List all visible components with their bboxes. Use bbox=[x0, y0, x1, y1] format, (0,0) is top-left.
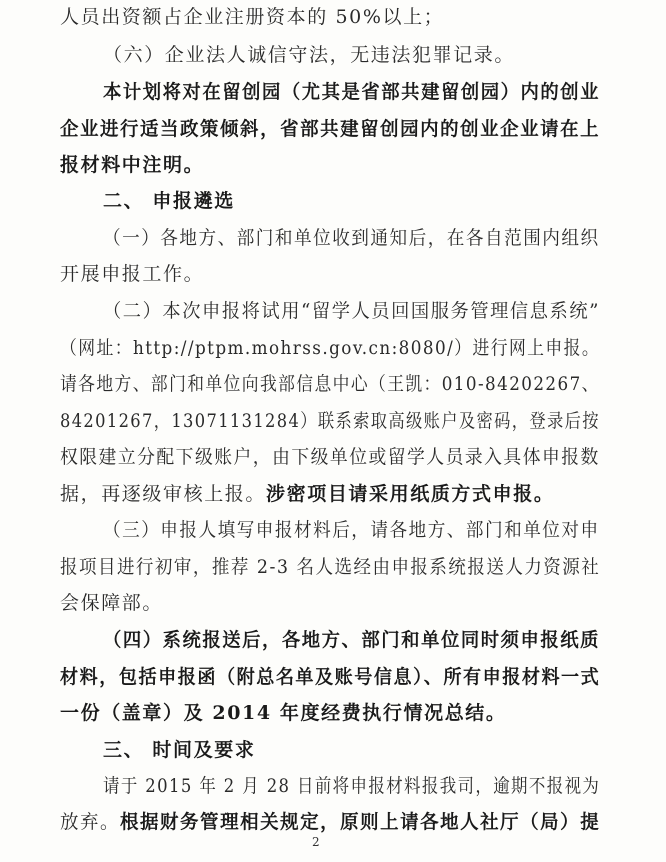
paragraph-line: 请各地方、部门和单位向我部信息中心（王凯：010-84202267、 bbox=[60, 373, 600, 395]
page-number: 2 bbox=[312, 835, 320, 849]
emphasis-text: 涉密项目请采用纸质方式申报。 bbox=[266, 483, 555, 505]
emphasis-text: 根据财务管理相关规定，原则上请各地人社厅（局）提 bbox=[120, 811, 601, 833]
paragraph-line: 企业进行适当政策倾斜，省部共建留创园内的创业企业请在上 bbox=[60, 118, 601, 140]
list-item-2: （二）本次申报将试用“留学人员回国服务管理信息系统” bbox=[103, 300, 601, 322]
paragraph-line: 一份（盖章）及 2014 年度经费执行情况总结。 bbox=[60, 702, 507, 724]
paragraph-line: （网址：http://ptpm.mohrss.gov.cn:8080/）进行网上申报。 bbox=[60, 337, 601, 359]
section-heading-2: 二、 申报遴选 bbox=[103, 190, 235, 212]
paragraph-line bbox=[60, 482, 554, 506]
paragraph-line bbox=[60, 810, 600, 834]
paragraph-line: 本计划将对在留创园（尤其是省部共建留创园）内的创业 bbox=[103, 81, 600, 103]
paragraph-line: 报材料中注明。 bbox=[60, 154, 205, 176]
paragraph-line: 报项目进行初审，推荐 2-3 名人选经由申报系统报送人力资源社 bbox=[60, 556, 601, 578]
line-text: 据，再逐级审核上报。 bbox=[60, 483, 267, 505]
paragraph-line: 会保障部。 bbox=[60, 592, 164, 614]
paragraph-line: 84201267，13071131284）联系索取高级账户及密码，登录后按 bbox=[60, 410, 600, 432]
paragraph-line: 材料，包括申报函（附总名单及账号信息）、所有申报材料一式 bbox=[60, 666, 601, 688]
paragraph-line: 权限建立分配下级账户，由下级单位或留学人员录入具体申报数 bbox=[60, 446, 600, 468]
list-item-6: （六）企业法人诚信守法，无违法犯罪记录。 bbox=[103, 44, 516, 66]
list-item-1: （一）各地方、部门和单位收到通知后，在各自范围内组织 bbox=[103, 227, 600, 249]
paragraph-line: 开展申报工作。 bbox=[60, 263, 205, 285]
list-item-3: （三）申报人填写申报材料后，请各地方、部门和单位对申 bbox=[103, 519, 600, 541]
paragraph-line: 人员出资额占企业注册资本的 50%以上； bbox=[60, 6, 445, 28]
section-heading-3: 三、 时间及要求 bbox=[103, 739, 256, 761]
list-item-4: （四）系统报送后，各地方、部门和单位同时须申报纸质 bbox=[103, 629, 600, 651]
paragraph-line: 请于 2015 年 2 月 28 日前将申报材料报我司，逾期不报视为 bbox=[103, 775, 601, 797]
line-text: 放弃。 bbox=[60, 811, 121, 833]
